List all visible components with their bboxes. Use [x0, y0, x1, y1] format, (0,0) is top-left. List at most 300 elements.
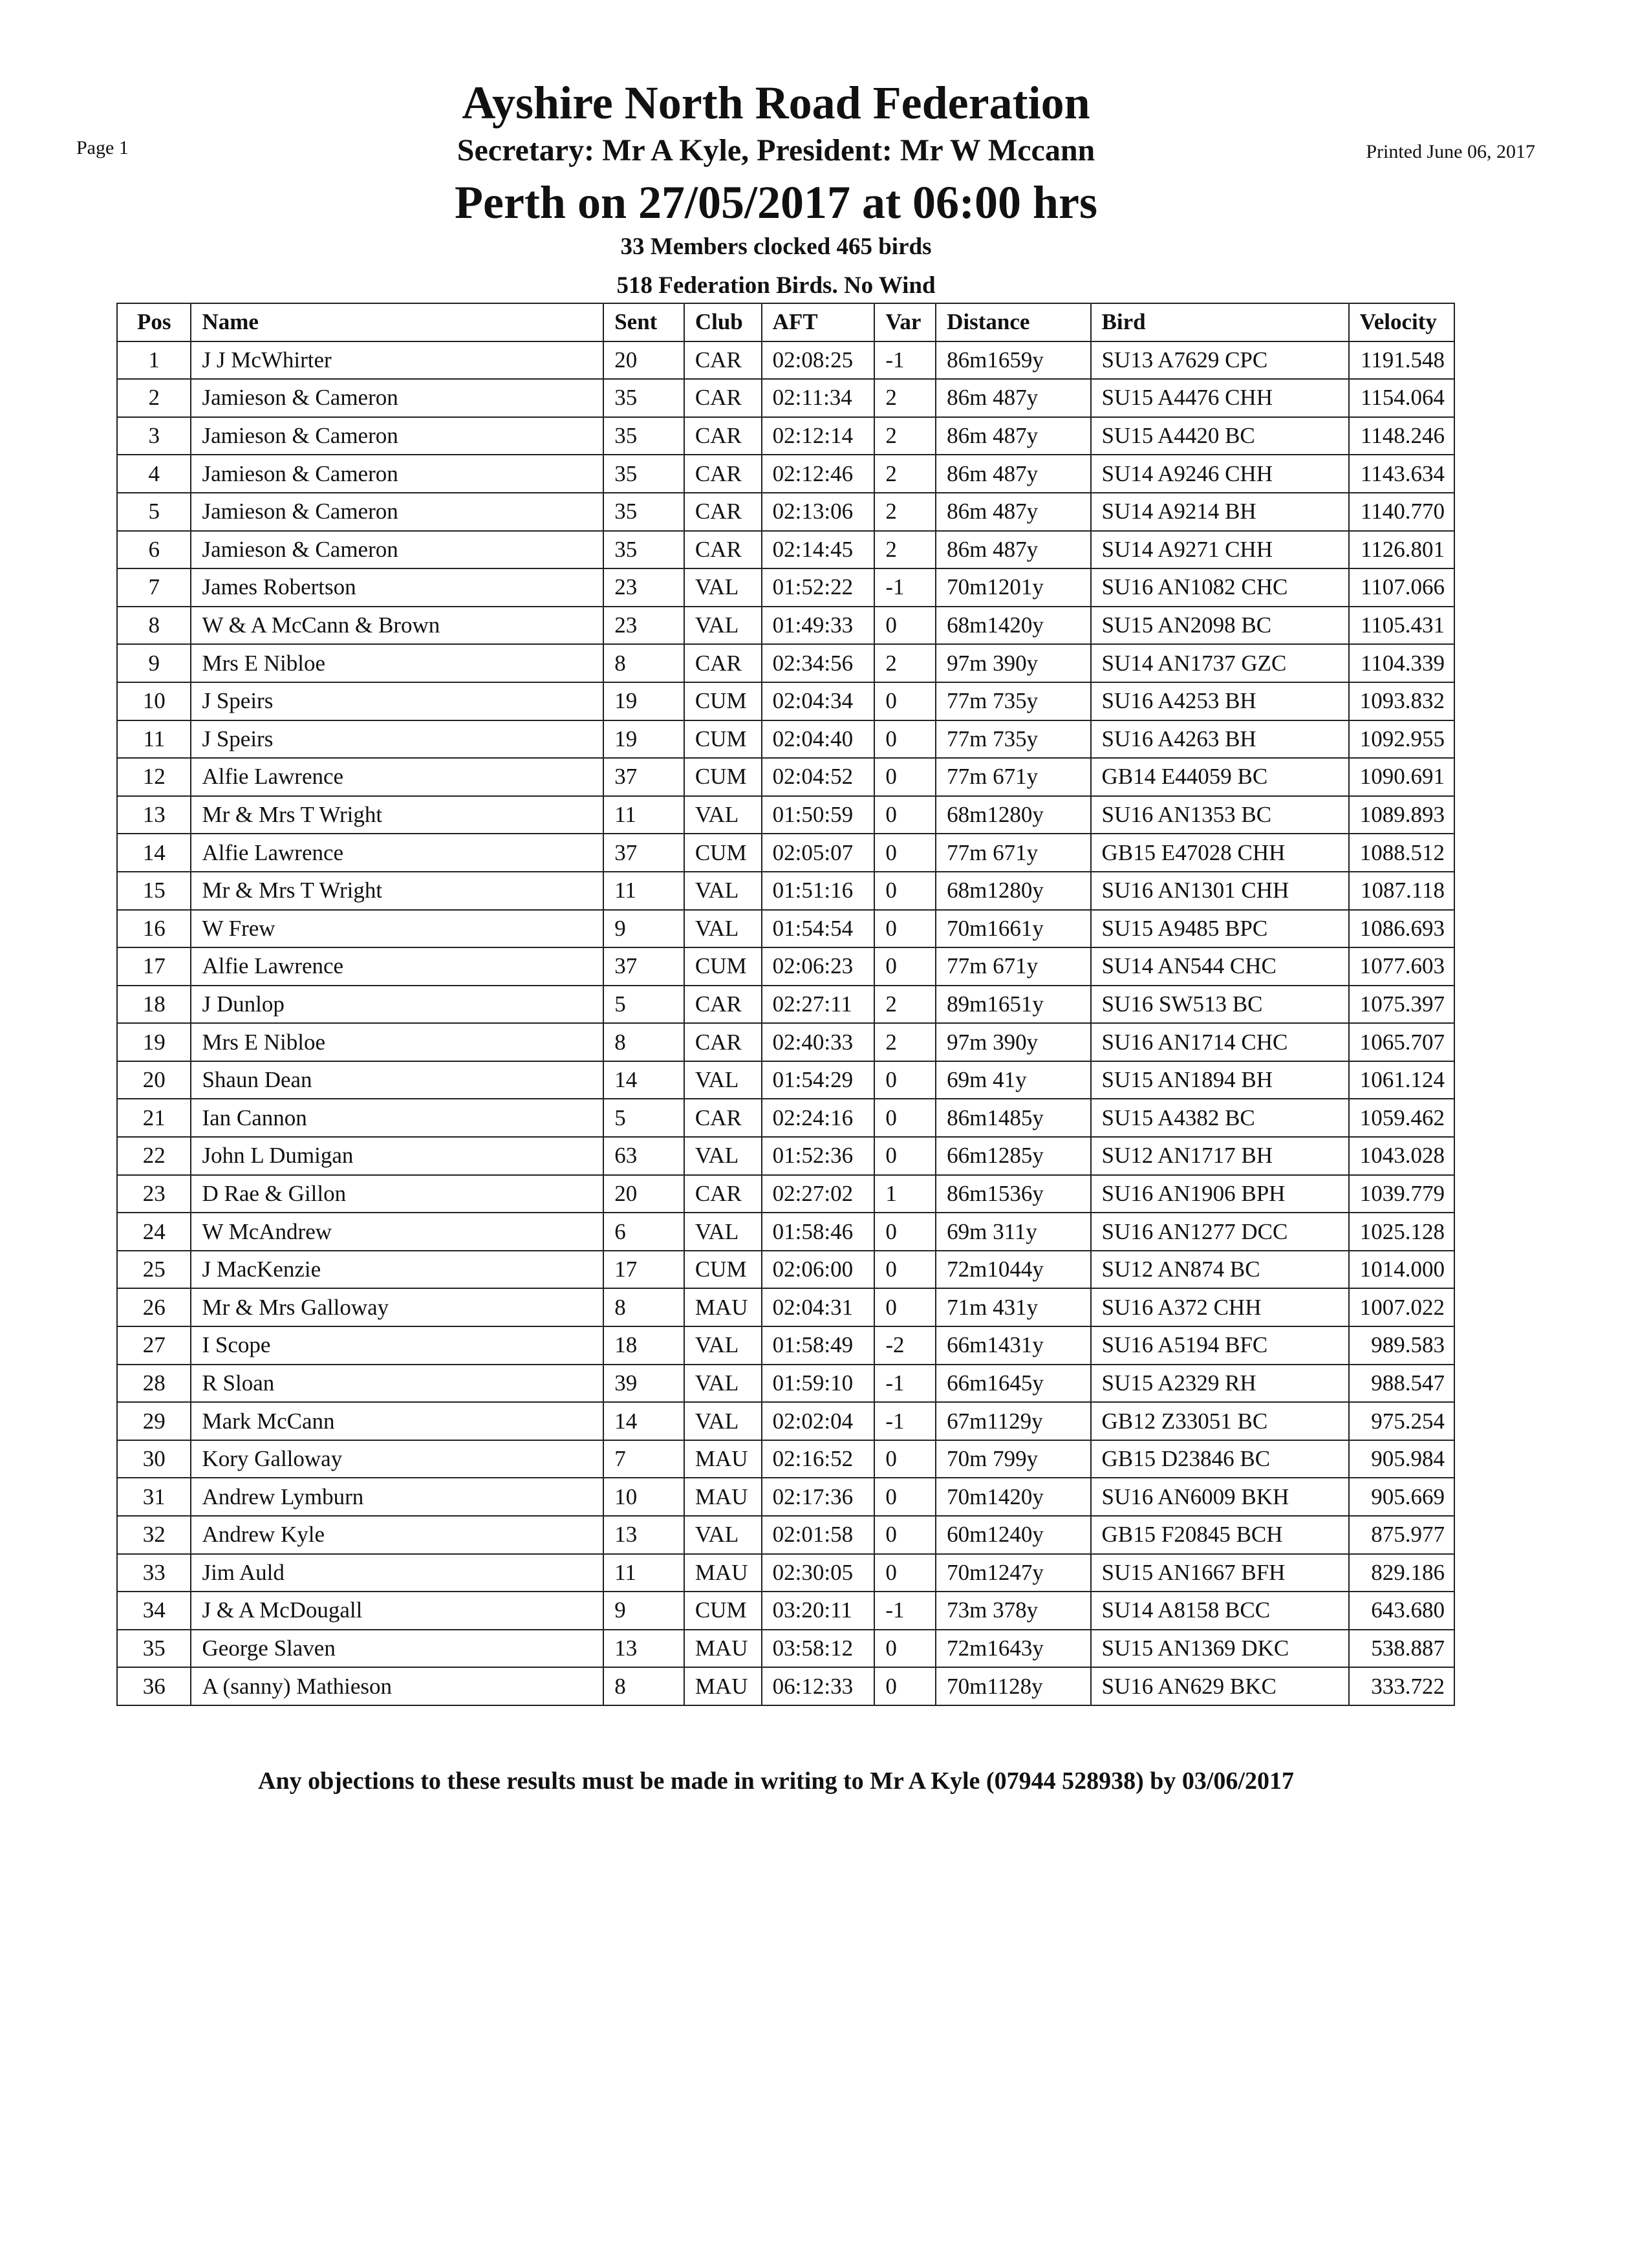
- cell-pos: 34: [117, 1592, 191, 1630]
- cell-distance: 68m1280y: [936, 796, 1090, 834]
- cell-var: 0: [874, 1554, 936, 1592]
- cell-name: Mr & Mrs T Wright: [191, 872, 603, 910]
- cell-sent: 18: [603, 1326, 684, 1365]
- cell-pos: 18: [117, 986, 191, 1024]
- cell-name: Alfie Lawrence: [191, 947, 603, 986]
- table-row: [117, 1137, 1454, 1175]
- cell-var: 2: [874, 1023, 936, 1061]
- cell-var: 2: [874, 493, 936, 531]
- cell-velocity: 989.583: [1349, 1326, 1454, 1365]
- cell-club: CAR: [684, 1099, 762, 1137]
- cell-var: 0: [874, 1478, 936, 1516]
- cell-aft: 01:52:22: [762, 568, 875, 607]
- cell-sent: 11: [603, 1554, 684, 1592]
- cell-pos: 28: [117, 1365, 191, 1403]
- cell-var: 0: [874, 1251, 936, 1289]
- cell-club: CUM: [684, 1592, 762, 1630]
- cell-bird: SU16 AN1277 DCC: [1091, 1213, 1349, 1251]
- cell-club: VAL: [684, 568, 762, 607]
- cell-club: VAL: [684, 872, 762, 910]
- table-row: [117, 947, 1454, 986]
- federation-title: Ayshire North Road Federation: [462, 77, 1090, 129]
- cell-name: Andrew Kyle: [191, 1516, 603, 1554]
- cell-name: Jamieson & Cameron: [191, 531, 603, 569]
- cell-var: 0: [874, 872, 936, 910]
- cell-bird: SU16 AN1301 CHH: [1091, 872, 1349, 910]
- cell-aft: 02:08:25: [762, 341, 875, 380]
- column-header-bird: Bird: [1091, 303, 1349, 341]
- cell-sent: 11: [603, 872, 684, 910]
- cell-var: 0: [874, 1288, 936, 1326]
- table-row: [117, 531, 1454, 569]
- cell-club: CUM: [684, 758, 762, 796]
- cell-aft: 01:49:33: [762, 607, 875, 645]
- cell-sent: 39: [603, 1365, 684, 1403]
- cell-velocity: 1043.028: [1349, 1137, 1454, 1175]
- cell-distance: 86m 487y: [936, 455, 1090, 493]
- cell-name: Kory Galloway: [191, 1440, 603, 1478]
- cell-name: R Sloan: [191, 1365, 603, 1403]
- cell-distance: 70m1661y: [936, 910, 1090, 948]
- cell-distance: 73m 378y: [936, 1592, 1090, 1630]
- cell-velocity: 1140.770: [1349, 493, 1454, 531]
- cell-sent: 23: [603, 607, 684, 645]
- cell-club: MAU: [684, 1440, 762, 1478]
- table-row: [117, 1516, 1454, 1554]
- cell-name: Alfie Lawrence: [191, 758, 603, 796]
- cell-distance: 72m1643y: [936, 1630, 1090, 1668]
- cell-aft: 01:54:29: [762, 1061, 875, 1099]
- cell-aft: 02:27:02: [762, 1175, 875, 1213]
- cell-aft: 02:24:16: [762, 1099, 875, 1137]
- cell-bird: SU14 A9271 CHH: [1091, 531, 1349, 569]
- cell-aft: 01:51:16: [762, 872, 875, 910]
- cell-club: CAR: [684, 644, 762, 682]
- cell-var: 0: [874, 607, 936, 645]
- cell-name: Mrs E Nibloe: [191, 644, 603, 682]
- cell-pos: 15: [117, 872, 191, 910]
- cell-sent: 5: [603, 1099, 684, 1137]
- cell-club: MAU: [684, 1630, 762, 1668]
- cell-distance: 97m 390y: [936, 1023, 1090, 1061]
- cell-aft: 01:59:10: [762, 1365, 875, 1403]
- table-row: [117, 1175, 1454, 1213]
- cell-club: CAR: [684, 1175, 762, 1213]
- cell-sent: 6: [603, 1213, 684, 1251]
- cell-distance: 97m 390y: [936, 644, 1090, 682]
- cell-pos: 29: [117, 1402, 191, 1440]
- cell-name: Mark McCann: [191, 1402, 603, 1440]
- cell-aft: 02:11:34: [762, 379, 875, 417]
- cell-aft: 02:16:52: [762, 1440, 875, 1478]
- cell-club: CUM: [684, 834, 762, 872]
- cell-velocity: 875.977: [1349, 1516, 1454, 1554]
- cell-velocity: 1089.893: [1349, 796, 1454, 834]
- table-row: [117, 796, 1454, 834]
- cell-name: A (sanny) Mathieson: [191, 1667, 603, 1705]
- members-summary: 33 Members clocked 465 birds: [620, 233, 932, 260]
- cell-bird: SU14 AN544 CHC: [1091, 947, 1349, 986]
- cell-bird: SU12 AN1717 BH: [1091, 1137, 1349, 1175]
- cell-distance: 68m1420y: [936, 607, 1090, 645]
- cell-sent: 17: [603, 1251, 684, 1289]
- cell-bird: SU14 A8158 BCC: [1091, 1592, 1349, 1630]
- cell-var: 0: [874, 1061, 936, 1099]
- cell-sent: 35: [603, 455, 684, 493]
- cell-velocity: 1104.339: [1349, 644, 1454, 682]
- cell-aft: 02:05:07: [762, 834, 875, 872]
- cell-sent: 19: [603, 682, 684, 720]
- cell-name: J Speirs: [191, 720, 603, 759]
- table-row: [117, 1402, 1454, 1440]
- cell-velocity: 538.887: [1349, 1630, 1454, 1668]
- cell-velocity: 1077.603: [1349, 947, 1454, 986]
- cell-var: 0: [874, 1440, 936, 1478]
- cell-aft: 01:52:36: [762, 1137, 875, 1175]
- cell-name: J MacKenzie: [191, 1251, 603, 1289]
- cell-bird: SU16 A5194 BFC: [1091, 1326, 1349, 1365]
- cell-var: 2: [874, 531, 936, 569]
- cell-pos: 30: [117, 1440, 191, 1478]
- column-header-pos: Pos: [117, 303, 191, 341]
- cell-pos: 8: [117, 607, 191, 645]
- cell-aft: 01:58:46: [762, 1213, 875, 1251]
- cell-bird: SU16 SW513 BC: [1091, 986, 1349, 1024]
- table-row: [117, 1213, 1454, 1251]
- cell-var: -1: [874, 1592, 936, 1630]
- cell-club: MAU: [684, 1288, 762, 1326]
- cell-var: 0: [874, 1099, 936, 1137]
- cell-name: Andrew Lymburn: [191, 1478, 603, 1516]
- cell-name: James Robertson: [191, 568, 603, 607]
- cell-sent: 11: [603, 796, 684, 834]
- cell-club: CAR: [684, 341, 762, 380]
- cell-bird: SU15 AN1667 BFH: [1091, 1554, 1349, 1592]
- cell-distance: 70m1420y: [936, 1478, 1090, 1516]
- cell-bird: SU16 AN1906 BPH: [1091, 1175, 1349, 1213]
- cell-club: CUM: [684, 682, 762, 720]
- cell-velocity: 333.722: [1349, 1667, 1454, 1705]
- table-row: [117, 986, 1454, 1024]
- cell-velocity: 1039.779: [1349, 1175, 1454, 1213]
- table-row: [117, 910, 1454, 948]
- cell-bird: SU15 A4420 BC: [1091, 417, 1349, 455]
- cell-velocity: 1075.397: [1349, 986, 1454, 1024]
- cell-sent: 8: [603, 1667, 684, 1705]
- cell-velocity: 1126.801: [1349, 531, 1454, 569]
- cell-sent: 37: [603, 758, 684, 796]
- cell-distance: 86m 487y: [936, 493, 1090, 531]
- cell-pos: 36: [117, 1667, 191, 1705]
- cell-sent: 9: [603, 910, 684, 948]
- cell-distance: 86m1536y: [936, 1175, 1090, 1213]
- cell-aft: 02:27:11: [762, 986, 875, 1024]
- table-row: [117, 1440, 1454, 1478]
- objections-notice: Any objections to these results must be made in writing to Mr A Kyle (07944 528938) by 03/06/2017: [258, 1767, 1294, 1795]
- cell-name: Jamieson & Cameron: [191, 417, 603, 455]
- cell-velocity: 1107.066: [1349, 568, 1454, 607]
- cell-var: -1: [874, 1402, 936, 1440]
- column-header-club: Club: [684, 303, 762, 341]
- cell-velocity: 1088.512: [1349, 834, 1454, 872]
- cell-name: I Scope: [191, 1326, 603, 1365]
- table-row: [117, 1288, 1454, 1326]
- cell-distance: 66m1431y: [936, 1326, 1090, 1365]
- cell-name: Jamieson & Cameron: [191, 493, 603, 531]
- cell-var: 2: [874, 379, 936, 417]
- cell-bird: SU13 A7629 CPC: [1091, 341, 1349, 380]
- table-row: [117, 1061, 1454, 1099]
- cell-name: W & A McCann & Brown: [191, 607, 603, 645]
- table-row: [117, 379, 1454, 417]
- cell-pos: 5: [117, 493, 191, 531]
- cell-velocity: 975.254: [1349, 1402, 1454, 1440]
- cell-aft: 02:12:46: [762, 455, 875, 493]
- cell-var: 0: [874, 682, 936, 720]
- table-row: [117, 1630, 1454, 1668]
- cell-name: Shaun Dean: [191, 1061, 603, 1099]
- table-row: [117, 720, 1454, 759]
- cell-club: CAR: [684, 1023, 762, 1061]
- cell-var: 0: [874, 720, 936, 759]
- cell-pos: 3: [117, 417, 191, 455]
- cell-bird: SU14 A9214 BH: [1091, 493, 1349, 531]
- cell-name: J & A McDougall: [191, 1592, 603, 1630]
- cell-aft: 02:17:36: [762, 1478, 875, 1516]
- cell-sent: 8: [603, 644, 684, 682]
- cell-name: W McAndrew: [191, 1213, 603, 1251]
- cell-distance: 67m1129y: [936, 1402, 1090, 1440]
- cell-var: 2: [874, 986, 936, 1024]
- cell-velocity: 988.547: [1349, 1365, 1454, 1403]
- cell-name: Mrs E Nibloe: [191, 1023, 603, 1061]
- cell-var: 2: [874, 644, 936, 682]
- cell-club: CAR: [684, 531, 762, 569]
- cell-bird: SU16 AN629 BKC: [1091, 1667, 1349, 1705]
- cell-aft: 02:02:04: [762, 1402, 875, 1440]
- cell-sent: 35: [603, 493, 684, 531]
- table-row: [117, 1251, 1454, 1289]
- table-row: [117, 758, 1454, 796]
- cell-pos: 6: [117, 531, 191, 569]
- cell-pos: 22: [117, 1137, 191, 1175]
- page-number: Page 1: [76, 137, 129, 158]
- cell-velocity: 1148.246: [1349, 417, 1454, 455]
- cell-aft: 02:34:56: [762, 644, 875, 682]
- cell-bird: SU15 AN2098 BC: [1091, 607, 1349, 645]
- cell-bird: GB14 E44059 BC: [1091, 758, 1349, 796]
- column-header-sent: Sent: [603, 303, 684, 341]
- cell-bird: SU16 AN6009 BKH: [1091, 1478, 1349, 1516]
- cell-aft: 02:14:45: [762, 531, 875, 569]
- cell-pos: 7: [117, 568, 191, 607]
- cell-distance: 77m 671y: [936, 758, 1090, 796]
- cell-var: 0: [874, 796, 936, 834]
- cell-pos: 25: [117, 1251, 191, 1289]
- cell-pos: 14: [117, 834, 191, 872]
- cell-name: D Rae & Gillon: [191, 1175, 603, 1213]
- cell-club: CUM: [684, 1251, 762, 1289]
- cell-bird: SU15 A4476 CHH: [1091, 379, 1349, 417]
- cell-pos: 4: [117, 455, 191, 493]
- cell-sent: 10: [603, 1478, 684, 1516]
- cell-aft: 02:01:58: [762, 1516, 875, 1554]
- table-row: [117, 417, 1454, 455]
- table-row: [117, 1667, 1454, 1705]
- cell-var: 0: [874, 1630, 936, 1668]
- cell-var: -1: [874, 1365, 936, 1403]
- cell-pos: 1: [117, 341, 191, 380]
- cell-velocity: 1191.548: [1349, 341, 1454, 380]
- cell-velocity: 1025.128: [1349, 1213, 1454, 1251]
- cell-bird: SU12 AN874 BC: [1091, 1251, 1349, 1289]
- cell-var: 2: [874, 455, 936, 493]
- cell-var: 0: [874, 1667, 936, 1705]
- cell-pos: 17: [117, 947, 191, 986]
- column-header-name: Name: [191, 303, 603, 341]
- cell-club: VAL: [684, 1365, 762, 1403]
- cell-pos: 33: [117, 1554, 191, 1592]
- cell-velocity: 1059.462: [1349, 1099, 1454, 1137]
- table-row: [117, 872, 1454, 910]
- cell-var: 1: [874, 1175, 936, 1213]
- cell-club: CAR: [684, 986, 762, 1024]
- cell-distance: 70m1128y: [936, 1667, 1090, 1705]
- cell-velocity: 1065.707: [1349, 1023, 1454, 1061]
- cell-bird: SU14 A9246 CHH: [1091, 455, 1349, 493]
- cell-aft: 02:04:34: [762, 682, 875, 720]
- cell-distance: 72m1044y: [936, 1251, 1090, 1289]
- cell-club: VAL: [684, 1402, 762, 1440]
- cell-sent: 35: [603, 417, 684, 455]
- cell-distance: 70m1201y: [936, 568, 1090, 607]
- cell-club: MAU: [684, 1554, 762, 1592]
- cell-velocity: 643.680: [1349, 1592, 1454, 1630]
- printed-date: Printed June 06, 2017: [1366, 141, 1535, 162]
- cell-distance: 68m1280y: [936, 872, 1090, 910]
- cell-velocity: 1093.832: [1349, 682, 1454, 720]
- cell-sent: 8: [603, 1023, 684, 1061]
- cell-velocity: 1143.634: [1349, 455, 1454, 493]
- cell-sent: 20: [603, 1175, 684, 1213]
- cell-pos: 12: [117, 758, 191, 796]
- cell-club: MAU: [684, 1478, 762, 1516]
- cell-aft: 02:40:33: [762, 1023, 875, 1061]
- column-header-distance: Distance: [936, 303, 1090, 341]
- table-row: [117, 1478, 1454, 1516]
- cell-sent: 23: [603, 568, 684, 607]
- table-row: [117, 1592, 1454, 1630]
- cell-aft: 06:12:33: [762, 1667, 875, 1705]
- cell-sent: 7: [603, 1440, 684, 1478]
- cell-aft: 02:13:06: [762, 493, 875, 531]
- cell-bird: SU16 AN1714 CHC: [1091, 1023, 1349, 1061]
- cell-name: Mr & Mrs Galloway: [191, 1288, 603, 1326]
- cell-sent: 5: [603, 986, 684, 1024]
- cell-club: VAL: [684, 910, 762, 948]
- column-header-aft: AFT: [762, 303, 875, 341]
- cell-sent: 63: [603, 1137, 684, 1175]
- cell-name: John L Dumigan: [191, 1137, 603, 1175]
- cell-aft: 02:04:40: [762, 720, 875, 759]
- cell-distance: 86m1659y: [936, 341, 1090, 380]
- table-row: [117, 682, 1454, 720]
- cell-velocity: 1105.431: [1349, 607, 1454, 645]
- cell-name: Jim Auld: [191, 1554, 603, 1592]
- cell-name: George Slaven: [191, 1630, 603, 1668]
- cell-velocity: 1087.118: [1349, 872, 1454, 910]
- cell-distance: 77m 735y: [936, 720, 1090, 759]
- cell-distance: 86m1485y: [936, 1099, 1090, 1137]
- cell-pos: 31: [117, 1478, 191, 1516]
- table-body: [117, 341, 1454, 1705]
- cell-velocity: 1092.955: [1349, 720, 1454, 759]
- cell-pos: 27: [117, 1326, 191, 1365]
- table-row: [117, 1023, 1454, 1061]
- race-heading: Perth on 27/05/2017 at 06:00 hrs: [455, 177, 1097, 228]
- cell-distance: 86m 487y: [936, 531, 1090, 569]
- cell-bird: SU16 A4253 BH: [1091, 682, 1349, 720]
- cell-velocity: 1090.691: [1349, 758, 1454, 796]
- table-row: [117, 1099, 1454, 1137]
- cell-sent: 8: [603, 1288, 684, 1326]
- cell-bird: GB15 E47028 CHH: [1091, 834, 1349, 872]
- cell-bird: SU14 AN1737 GZC: [1091, 644, 1349, 682]
- cell-aft: 01:54:54: [762, 910, 875, 948]
- table-row: [117, 834, 1454, 872]
- cell-distance: 60m1240y: [936, 1516, 1090, 1554]
- cell-aft: 03:20:11: [762, 1592, 875, 1630]
- cell-aft: 02:04:31: [762, 1288, 875, 1326]
- cell-var: 0: [874, 758, 936, 796]
- cell-club: CUM: [684, 720, 762, 759]
- cell-bird: SU15 A9485 BPC: [1091, 910, 1349, 948]
- cell-bird: SU16 AN1082 CHC: [1091, 568, 1349, 607]
- cell-pos: 19: [117, 1023, 191, 1061]
- cell-pos: 26: [117, 1288, 191, 1326]
- cell-pos: 9: [117, 644, 191, 682]
- cell-club: CUM: [684, 947, 762, 986]
- cell-club: VAL: [684, 796, 762, 834]
- cell-sent: 37: [603, 834, 684, 872]
- cell-sent: 13: [603, 1516, 684, 1554]
- cell-var: -2: [874, 1326, 936, 1365]
- cell-name: Mr & Mrs T Wright: [191, 796, 603, 834]
- cell-distance: 77m 671y: [936, 947, 1090, 986]
- cell-sent: 14: [603, 1061, 684, 1099]
- cell-sent: 9: [603, 1592, 684, 1630]
- cell-distance: 86m 487y: [936, 417, 1090, 455]
- cell-var: 2: [874, 417, 936, 455]
- cell-name: Alfie Lawrence: [191, 834, 603, 872]
- cell-aft: 02:12:14: [762, 417, 875, 455]
- column-header-var: Var: [874, 303, 936, 341]
- cell-bird: SU16 A4263 BH: [1091, 720, 1349, 759]
- cell-pos: 32: [117, 1516, 191, 1554]
- table-row: [117, 644, 1454, 682]
- cell-velocity: 1086.693: [1349, 910, 1454, 948]
- cell-sent: 14: [603, 1402, 684, 1440]
- cell-pos: 13: [117, 796, 191, 834]
- cell-club: VAL: [684, 1213, 762, 1251]
- cell-name: J J McWhirter: [191, 341, 603, 380]
- cell-pos: 35: [117, 1630, 191, 1668]
- cell-var: 0: [874, 910, 936, 948]
- cell-distance: 69m 41y: [936, 1061, 1090, 1099]
- cell-club: VAL: [684, 1137, 762, 1175]
- cell-club: CAR: [684, 417, 762, 455]
- cell-club: VAL: [684, 1326, 762, 1365]
